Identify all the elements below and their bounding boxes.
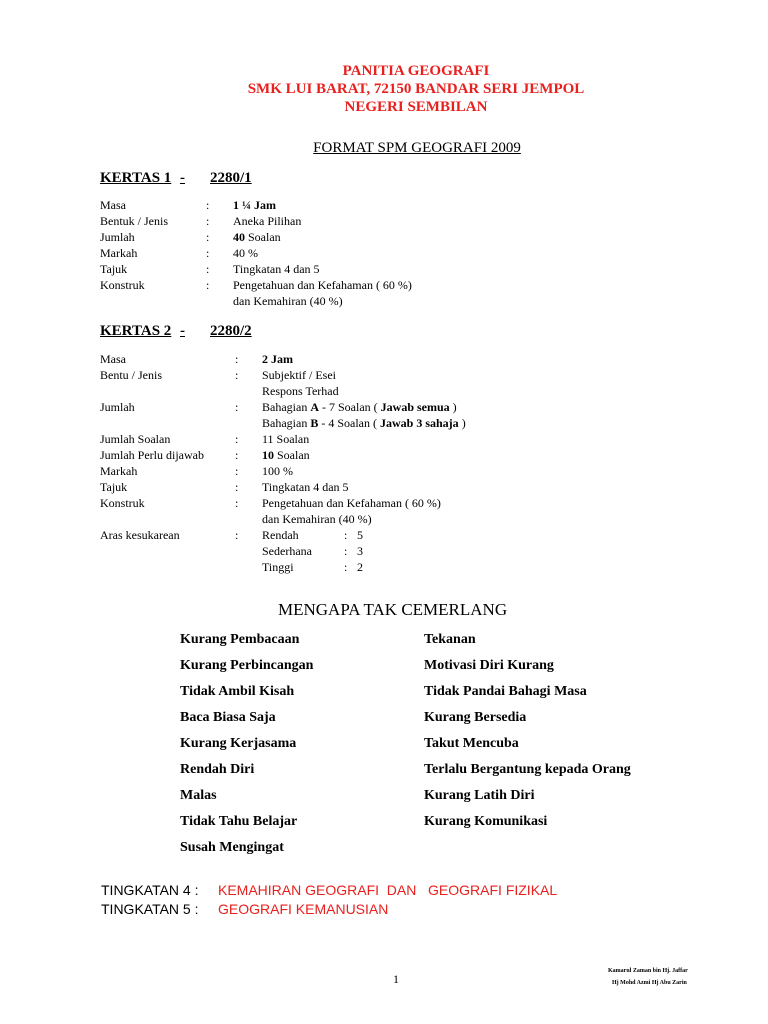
kertas2-value-tajuk: Tingkatan 4 dan 5: [262, 480, 349, 494]
kertas2-label-bentuk: Bentu / Jenis: [100, 368, 162, 382]
aras-value-rendah: 5: [357, 528, 363, 542]
bahagian-a-count: - 7 Soalan (: [319, 400, 381, 414]
kertas2-label-masa: Masa: [100, 352, 126, 366]
tingkatan4-value: KEMAHIRAN GEOGRAFI DAN GEOGRAFI FIZIKAL: [218, 882, 558, 898]
kertas1-heading-code: 2280/1: [210, 170, 252, 186]
state-heading: NEGERI SEMBILAN: [344, 99, 488, 115]
kertas2-value-jumlah-perlu: [262, 447, 310, 463]
kertas2-value-bentuk-2: Respons Terhad: [262, 384, 339, 398]
list-item: Kurang Pembacaan: [180, 632, 300, 647]
kertas1-value-tajuk: Tingkatan 4 dan 5: [233, 262, 320, 276]
kertas2-colon: :: [235, 464, 239, 478]
school-address-heading: SMK LUI BARAT, 72150 BANDAR SERI JEMPOL: [247, 81, 585, 97]
kertas1-jumlah-unit: Soalan: [245, 230, 281, 244]
kertas2-value-bahagian-b: [262, 415, 466, 431]
aras-colon: :: [344, 544, 348, 558]
kertas2-value-masa: 2 Jam: [262, 352, 293, 366]
tingkatan4-label: TINGKATAN 4 :: [101, 882, 199, 898]
aras-colon: :: [344, 528, 348, 542]
kertas1-colon: :: [206, 246, 210, 260]
kertas1-colon: :: [206, 230, 210, 244]
list-item: Tidak Ambil Kisah: [180, 684, 295, 699]
bahagian-b-instruction: Jawab 3 sahaja: [380, 416, 459, 430]
kertas2-colon: :: [235, 480, 239, 494]
kertas1-value-masa: 1 ¼ Jam: [233, 198, 276, 212]
kertas2-value-markah: 100 %: [262, 464, 293, 478]
bahagian-b-close: ): [458, 416, 466, 430]
kertas1-heading-dash: -: [180, 170, 185, 186]
list-item: Takut Mencuba: [424, 736, 519, 751]
tingkatan5-value: GEOGRAFI KEMANUSIAN: [218, 901, 389, 917]
kertas2-label-markah: Markah: [100, 464, 138, 478]
aras-label-sederhana: Sederhana: [262, 544, 312, 558]
aras-value-tinggi: 2: [357, 560, 363, 574]
school-committee-heading: PANITIA GEOGRAFI: [342, 63, 490, 79]
kertas2-label-konstruk: Konstruk: [100, 496, 145, 510]
kertas2-label-aras: Aras kesukarean: [100, 528, 180, 542]
tingkatan5-label: TINGKATAN 5 :: [101, 901, 199, 917]
bahagian-a-letter: A: [310, 400, 319, 414]
kertas1-value-markah: 40 %: [233, 246, 258, 260]
jumlah-perlu-unit: Soalan: [274, 448, 310, 462]
kertas2-colon: :: [235, 368, 239, 382]
kertas2-value-bahagian-a: [262, 399, 457, 415]
aras-colon: :: [344, 560, 348, 574]
kertas1-label-konstruk: Konstruk: [100, 278, 145, 292]
kertas1-colon: :: [206, 214, 210, 228]
kertas2-heading-name: KERTAS 2: [100, 323, 172, 339]
kertas1-label-masa: Masa: [100, 198, 126, 212]
kertas1-heading-name: KERTAS 1: [100, 170, 172, 186]
aras-label-rendah: Rendah: [262, 528, 299, 542]
list-item: Susah Mengingat: [180, 840, 284, 855]
kertas1-jumlah-number: 40: [233, 230, 245, 244]
mengapa-heading: MENGAPA TAK CEMERLANG: [278, 600, 508, 619]
kertas2-value-konstruk: Pengetahuan dan Kefahaman ( 60 %): [262, 496, 441, 510]
kertas2-label-jumlah: Jumlah: [100, 400, 135, 414]
document-title: FORMAT SPM GEOGRAFI 2009: [313, 140, 521, 156]
aras-label-tinggi: Tinggi: [262, 560, 294, 574]
author-line-2: Hj Mohd Azmi Hj Abu Zarin: [612, 980, 687, 986]
kertas1-value-jumlah: [233, 229, 281, 245]
list-item: Tidak Tahu Belajar: [180, 814, 298, 829]
kertas1-colon: :: [206, 278, 210, 292]
kertas2-value-bentuk: Subjektif / Esei: [262, 368, 336, 382]
kertas2-colon: :: [235, 400, 239, 414]
kertas1-value-konstruk-2: dan Kemahiran (40 %): [233, 294, 343, 308]
kertas1-colon: :: [206, 262, 210, 276]
kertas2-label-tajuk: Tajuk: [100, 480, 128, 494]
bahagian-a-close: ): [449, 400, 457, 414]
list-item: Terlalu Bergantung kepada Orang: [424, 762, 631, 777]
bahagian-a-prefix: Bahagian: [262, 400, 311, 414]
kertas2-value-konstruk-2: dan Kemahiran (40 %): [262, 512, 372, 526]
list-item: Kurang Komunikasi: [424, 814, 548, 829]
list-item: Motivasi Diri Kurang: [424, 658, 554, 673]
kertas2-heading-code: 2280/2: [210, 323, 252, 339]
list-item: Baca Biasa Saja: [180, 710, 276, 725]
kertas1-colon: :: [206, 198, 210, 212]
kertas2-colon: :: [235, 496, 239, 510]
list-item: Tidak Pandai Bahagi Masa: [424, 684, 587, 699]
list-item: Kurang Latih Diri: [424, 788, 535, 803]
kertas1-label-jumlah: Jumlah: [100, 230, 135, 244]
kertas1-label-tajuk: Tajuk: [100, 262, 128, 276]
kertas1-value-konstruk: Pengetahuan dan Kefahaman ( 60 %): [233, 278, 412, 292]
kertas2-heading-dash: -: [180, 323, 185, 339]
list-item: Malas: [180, 788, 217, 803]
bahagian-b-prefix: Bahagian: [262, 416, 311, 430]
kertas1-value-bentuk: Aneka Pilihan: [233, 214, 302, 228]
kertas2-colon: :: [235, 528, 239, 542]
kertas2-label-jumlah-perlu: Jumlah Perlu dijawab: [100, 448, 204, 462]
aras-value-sederhana: 3: [357, 544, 363, 558]
kertas2-value-jumlah-soalan: 11 Soalan: [262, 432, 310, 446]
bahagian-b-letter: B: [310, 416, 319, 430]
kertas1-label-markah: Markah: [100, 246, 138, 260]
list-item: Tekanan: [424, 632, 476, 647]
list-item: Kurang Kerjasama: [180, 736, 297, 751]
list-item: Kurang Bersedia: [424, 710, 527, 725]
page-number: 1: [393, 972, 399, 986]
kertas2-colon: :: [235, 448, 239, 462]
jumlah-perlu-number: 10: [262, 448, 274, 462]
bahagian-b-count: - 4 Soalan (: [318, 416, 380, 430]
kertas1-label-bentuk: Bentuk / Jenis: [100, 214, 168, 228]
bahagian-a-instruction: Jawab semua: [380, 400, 450, 414]
author-line-1: Kamarul Zaman bin Hj. Jaffar: [608, 968, 688, 974]
kertas2-label-jumlah-soalan: Jumlah Soalan: [100, 432, 171, 446]
kertas2-colon: :: [235, 432, 239, 446]
list-item: Rendah Diri: [180, 762, 255, 777]
kertas2-colon: :: [235, 352, 239, 366]
list-item: Kurang Perbincangan: [180, 658, 314, 673]
